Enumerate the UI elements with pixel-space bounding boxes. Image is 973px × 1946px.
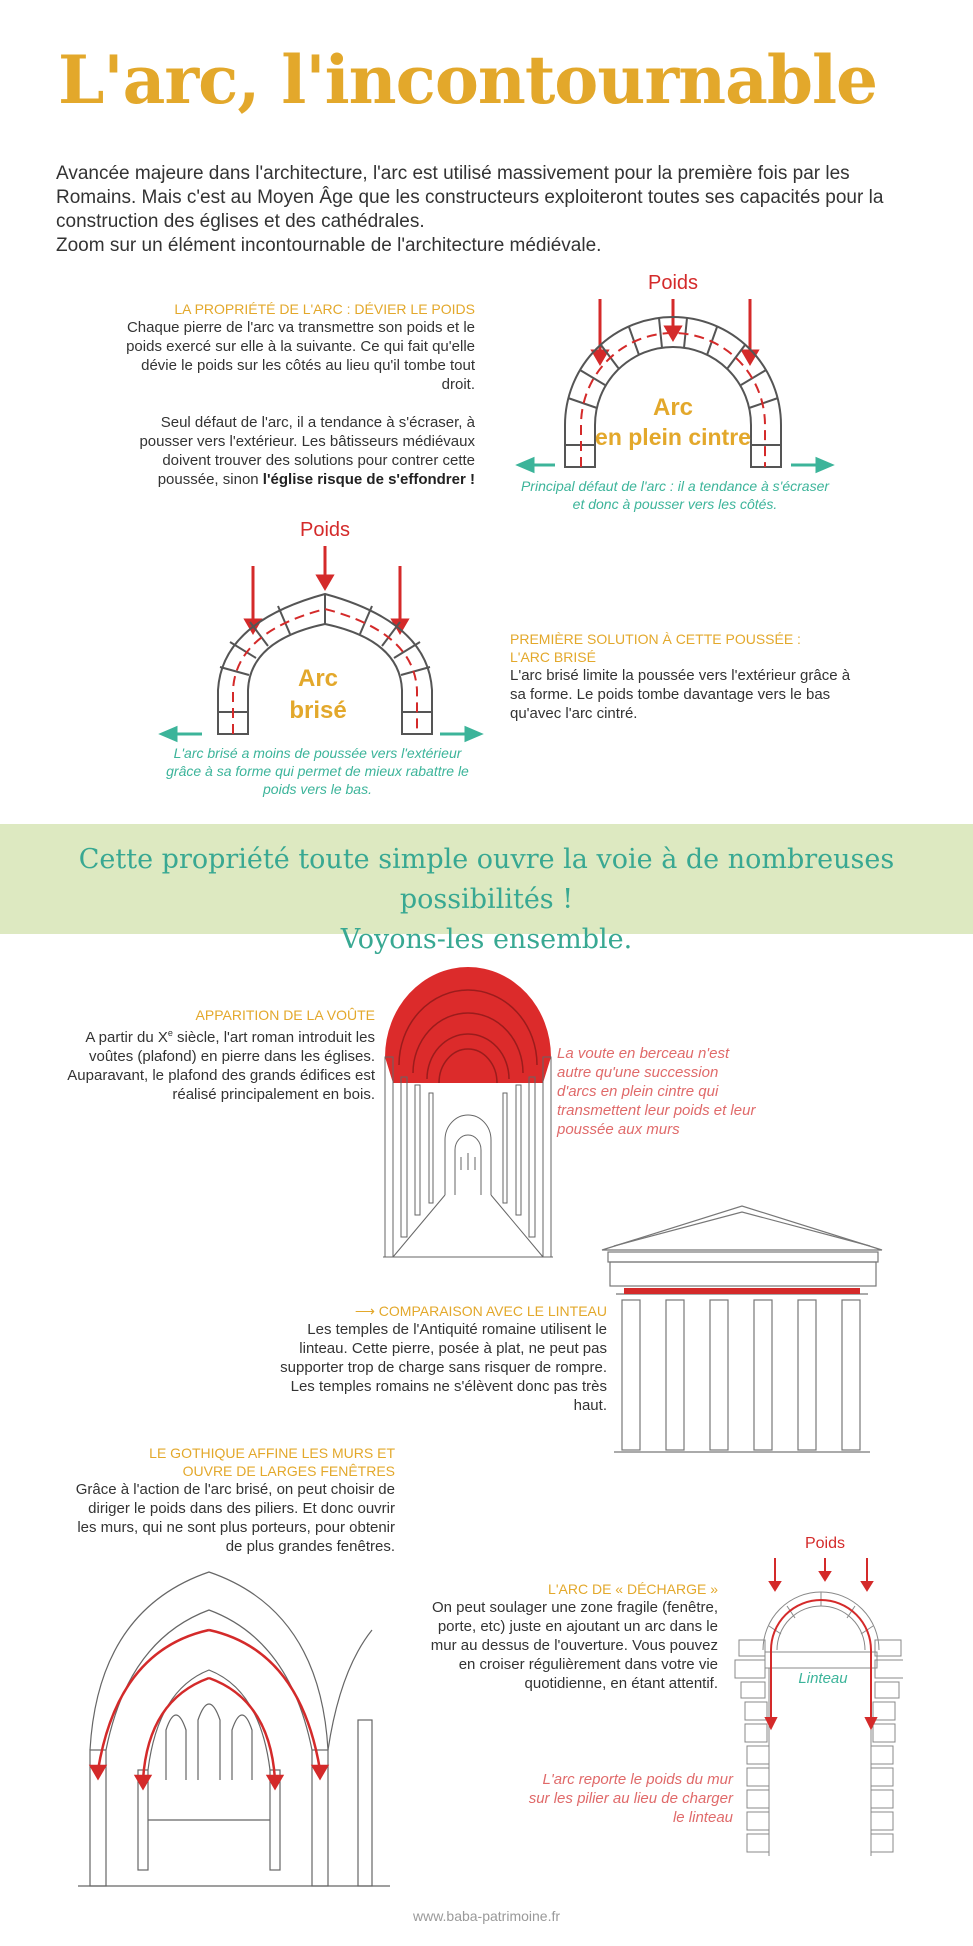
- discharge-caption: L'arc reporte le poids du mur sur les pilier au lieu de charger le linteau: [528, 1771, 733, 1826]
- stone-wall: [735, 1592, 903, 1856]
- lintel-highlight: [624, 1288, 860, 1294]
- arch-label: Arc: [652, 394, 694, 421]
- weight-arrows: [770, 1558, 872, 1590]
- gothic-structure: [78, 1572, 390, 1886]
- diagram-caption: Principal défaut de l'arc : il a tendance à s'écraser et donc à pousser vers les côtés.: [520, 478, 830, 512]
- pointed-arch-diagram: [150, 512, 490, 772]
- section-gothic: [70, 1444, 395, 1556]
- nave-columns: [383, 1057, 553, 1257]
- intro-text: [56, 162, 926, 258]
- temple-illustration: [600, 1200, 885, 1460]
- section-paragraph: On peut soulager une zone fragile (fenêtre, porte, etc) juste en ajoutant un arc dans le mur au dessus de l'ouverture. Vous pouvez en croiser régulièrement dans votre vie quotidienne, en étant attentif.: [430, 1599, 718, 1692]
- section-discharge-arch: [410, 1580, 718, 1693]
- section-heading: LA PROPRIÉTÉ DE L'ARC : DÉVIER LE POIDS: [174, 301, 475, 317]
- weight-label: Poids: [804, 1535, 846, 1552]
- section-paragraph: Les temples de l'Antiquité romaine utilisent le linteau. Cette pierre, posée à plat, ne peut pas supporter trop de charge sans risquer de rompre. Les temples romains ne s'élèvent donc pas très haut.: [280, 1321, 607, 1414]
- section-vault: [60, 1006, 375, 1104]
- section-arc-property: [120, 300, 475, 489]
- weight-arrows: [593, 299, 757, 363]
- lintel-label: Linteau: [798, 1670, 848, 1687]
- section-heading: APPARITION DE LA VOÛTE: [195, 1007, 375, 1023]
- weight-label: Poids: [647, 272, 699, 294]
- intro-zoom-line: Zoom sur un élément incontournable de l'architecture médiévale.: [56, 235, 602, 256]
- force-paths: [766, 1600, 876, 1728]
- arch-label: Arc: [297, 665, 339, 692]
- diagram-caption: L'arc brisé a moins de poussée vers l'extérieur grâce à sa forme qui permet de mieux rabattre le poids vers le bas.: [166, 745, 469, 797]
- gothic-interior-illustration: [78, 1570, 390, 1888]
- paragraph-text: A partir du X: [85, 1029, 168, 1046]
- section-paragraph: [120, 413, 475, 489]
- paragraph-text: siècle, l'art roman introduit les voûtes (plafond) en pierre dans les églises. Auparavant, le plafond des grands édifices est réalisé principalement en bois.: [67, 1029, 375, 1103]
- section-heading: LE GOTHIQUE AFFINE LES MURS ET: [149, 1445, 395, 1461]
- section-heading: OUVRE DE LARGES FENÊTRES: [182, 1463, 395, 1479]
- section-heading: [260, 1302, 607, 1320]
- banner-line: Cette propriété toute simple ouvre la voie à de nombreuses possibilités !: [78, 844, 895, 915]
- section-lintel: [260, 1302, 607, 1415]
- arrow-icon: ⟶: [354, 1303, 375, 1319]
- barrel-vault-illustration: [383, 965, 553, 1265]
- footer-url: www.baba-patrimoine.fr: [412, 1908, 561, 1924]
- page-title: L'arc, l'incontournable: [58, 41, 878, 119]
- temple-structure: [602, 1206, 882, 1452]
- weight-arrows: [246, 546, 407, 632]
- section-heading: PREMIÈRE SOLUTION À CETTE POUSSÉE :: [510, 631, 801, 647]
- section-paragraph: Chaque pierre de l'arc va transmettre son poids et le poids exercé sur elle à la suivante. Ce qui fait qu'elle dévie le poids sur les côtés au lieu qu'il tombe tout droit.: [126, 319, 475, 393]
- arch-label: en plein cintre: [595, 424, 751, 450]
- section-paragraph: L'arc brisé limite la poussée vers l'extérieur grâce à sa forme. Le poids tombe davantage vers le bas qu'avec l'arc cintré.: [510, 667, 851, 722]
- arch-label: brisé: [289, 697, 347, 724]
- heading-text: COMPARAISON AVEC LE LINTEAU: [378, 1303, 607, 1319]
- banner-text: [0, 824, 973, 960]
- section-paragraph: Grâce à l'action de l'arc brisé, on peut choisir de diriger le poids dans des piliers. Et donc ouvrir les murs, qui ne sont plus porteurs, pour obtenir de plus grandes fenêtres.: [75, 1481, 395, 1555]
- banner: [0, 824, 973, 955]
- section-heading: L'ARC DE « DÉCHARGE »: [548, 1581, 718, 1597]
- discharge-arch-illustration: [725, 1530, 903, 1860]
- superscript: e: [167, 1028, 173, 1038]
- weight-label: Poids: [299, 519, 351, 541]
- section-pointed-arch: [510, 630, 870, 723]
- section-paragraph: [60, 1024, 375, 1104]
- round-arch-diagram: [505, 265, 855, 485]
- banner-line: Voyons-les ensemble.: [340, 924, 633, 955]
- intro-paragraph: Avancée majeure dans l'architecture, l'arc est utilisé massivement pour la première fois par les Romains. Mais c'est au Moyen Âge que les constructeurs exploiteront toutes ses capacités pour la construction des églises et des cathédrales.: [56, 163, 884, 232]
- paragraph-emphasis: l'église risque de s'effondrer !: [262, 471, 475, 488]
- paragraph-text: Seul défaut de l'arc, il a tendance à s'écraser, à pousser vers l'extérieur. Les bâtisseurs médiévaux doivent trouver des solutions pour contrer cette poussée, sinon: [139, 414, 475, 488]
- force-paths: [91, 1630, 327, 1788]
- vault-caption: La voute en berceau n'est autre qu'une succession d'arcs en plein cintre qui transmettent leur poids et leur poussée aux murs: [557, 1045, 756, 1138]
- section-heading: L'ARC BRISÉ: [510, 649, 596, 665]
